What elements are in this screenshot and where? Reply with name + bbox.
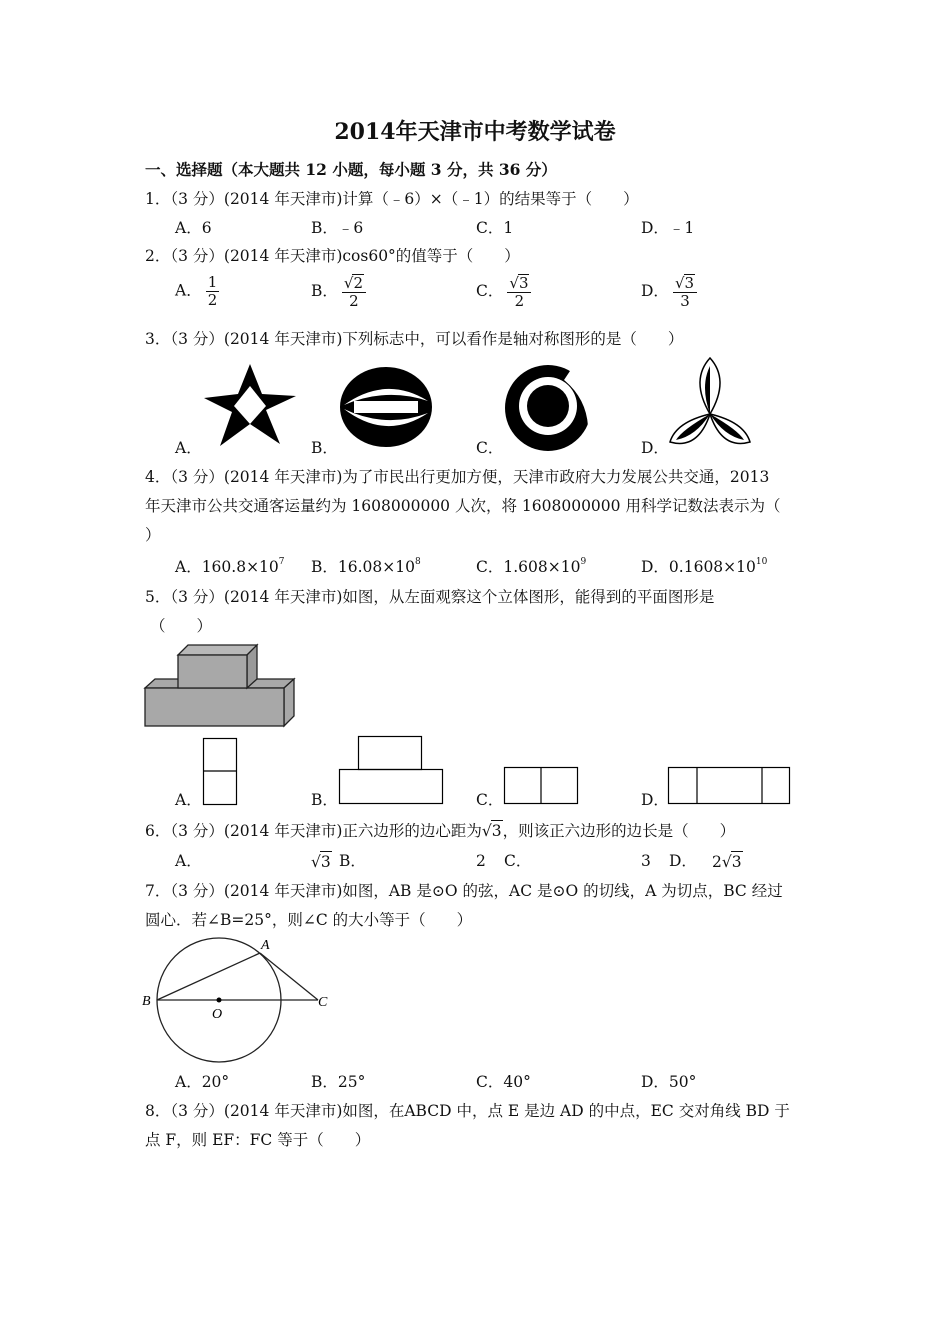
q4-d-text: D．0.1608×10 — [641, 558, 756, 576]
q2-b-num: √2 — [342, 274, 366, 293]
logo-d-image — [668, 356, 752, 452]
q2-d-den: 3 — [680, 292, 690, 310]
label-o: O — [212, 1007, 223, 1022]
q2-a-den: 2 — [207, 291, 218, 309]
q7-stem-line2: 圆心．若∠B=25°，则∠C 的大小等于（ ） — [145, 911, 473, 929]
q2-c-num: √3 — [507, 274, 531, 293]
q2-option-b — [311, 274, 366, 310]
q2-a-fraction — [206, 274, 220, 309]
q2-d-radicand: 3 — [684, 274, 695, 292]
q4-b-text: B．16.08×10 — [311, 558, 415, 576]
logo-a-image — [200, 360, 300, 450]
q8-stem-line2: 点 F，则 EF：FC 等于（ ） — [145, 1131, 371, 1149]
q4-a-exp: 7 — [278, 557, 285, 567]
q7-stem-line1: 7．（3 分）(2014 年天津市)如图，AB 是⊙O 的弦，AC 是⊙O 的切线，A 为切点，BC 经过 — [145, 882, 783, 900]
q5-solid-figure — [144, 644, 296, 728]
q5-option-b-figure — [339, 736, 443, 806]
q4-stem-line1: 4．（3 分）(2014 年天津市)为了市民出行更加方便，天津市政府大力发展公共交通，2013 — [145, 468, 770, 486]
q2-option-c — [476, 274, 531, 310]
q3-stem: 3．（3 分）(2014 年天津市)下列标志中，可以看作是轴对称图形的是（ ） — [145, 330, 684, 348]
q6-d-radicand: 3 — [731, 853, 742, 871]
q2-b-den: 2 — [349, 292, 359, 310]
q6-stem-pre: 6．（3 分）(2014 年天津市)正六边形的边心距为 — [145, 822, 482, 840]
q7-option-c: C．40° — [476, 1073, 531, 1091]
q4-stem-line3: ） — [145, 526, 161, 544]
q6-option-b-label: B． — [339, 852, 366, 870]
q6-stem-sqrt: √3 — [481, 822, 502, 840]
q5-option-c: C． — [476, 791, 504, 809]
q6-stem — [145, 820, 735, 841]
q1-option-d: D．﹣1 — [641, 219, 695, 237]
q3-option-b: B． — [311, 439, 338, 457]
q2-d-num: √3 — [673, 274, 697, 293]
logo-c-image — [502, 362, 598, 452]
q2-b-fraction — [342, 274, 366, 310]
q5-stem-line1: 5．（3 分）(2014 年天津市)如图，从左面观察这个立体图形，能得到的平面图形是 — [145, 588, 715, 606]
q2-a-num: 1 — [207, 273, 218, 291]
label-c: C — [318, 995, 328, 1010]
q5-option-a: A． — [175, 791, 202, 809]
q7-option-d: D．50° — [641, 1073, 697, 1091]
q6-option-c-label: C． — [504, 852, 532, 870]
q6-option-c-value: 3 — [641, 852, 651, 870]
q6-option-a-label: A． — [175, 852, 202, 870]
q2-d-fraction — [673, 274, 697, 310]
q4-d-exp: 10 — [755, 557, 768, 567]
q1-stem: 1．（3 分）(2014 年天津市)计算（﹣6）×（﹣1）的结果等于（ ） — [145, 190, 639, 208]
q6-option-b-value: 2 — [476, 852, 486, 870]
tangent-ac — [260, 953, 318, 1000]
q1-option-b: B．﹣6 — [311, 219, 364, 237]
page-title: 2014年天津市中考数学试卷 — [334, 119, 616, 145]
q5-option-b: B． — [311, 791, 338, 809]
q3-option-c: C． — [476, 439, 504, 457]
q5-stem-line2: （ ） — [150, 617, 213, 635]
q4-c-exp: 9 — [580, 557, 587, 567]
q6-stem-radicand: 3 — [491, 822, 502, 840]
q5-option-d: D． — [641, 791, 669, 809]
q8-stem-line1: 8．（3 分）(2014 年天津市)如图，在ABCD 中，点 E 是边 AD 的中点，EC 交对角线 BD 于 — [145, 1102, 790, 1120]
q6-d-coef: 2 — [712, 853, 722, 871]
q2-c-fraction — [507, 274, 531, 310]
q2-c-label: C． — [476, 282, 504, 300]
label-b: B — [142, 994, 151, 1009]
q7-option-b: B．25° — [311, 1073, 366, 1091]
q4-option-a — [175, 557, 285, 577]
q3-option-a: A． — [175, 439, 202, 457]
q4-option-c — [476, 557, 586, 577]
q4-option-b — [311, 557, 421, 577]
q1-option-c: C．1 — [476, 219, 514, 237]
center-point — [217, 998, 222, 1003]
q5-option-d-figure — [668, 767, 792, 806]
q1-option-a: A．6 — [175, 219, 212, 237]
q2-b-radicand: 2 — [353, 274, 363, 292]
q6-stem-post: ，则该正六边形的边长是（ ） — [502, 822, 736, 840]
q2-c-den: 2 — [514, 292, 525, 310]
section-heading: 一、选择题（本大题共 12 小题，每小题 3 分，共 36 分） — [145, 160, 557, 179]
label-a: A — [261, 938, 270, 953]
q4-c-text: C．1.608×10 — [476, 558, 581, 576]
q7-option-a: A．20° — [175, 1073, 230, 1091]
q6-option-d-label: D． — [669, 852, 697, 870]
logo-b-image — [338, 365, 434, 449]
q6-a-radicand: 3 — [320, 853, 331, 871]
q2-option-a — [175, 274, 219, 309]
q4-stem-line2: 年天津市公共交通客运量约为 1608000000 人次，将 1608000000 用科学记数法表示为（ — [145, 497, 781, 515]
q2-option-d — [641, 274, 697, 310]
chord-ab — [157, 953, 260, 1000]
q5-option-a-figure — [203, 738, 237, 806]
q2-c-radicand: 3 — [518, 274, 529, 292]
q6-option-d-value: 2√3 — [712, 853, 742, 871]
q7-circle-figure — [140, 934, 340, 1064]
q6-option-a-value: √3 — [311, 853, 331, 871]
q2-a-label: A． — [175, 281, 202, 300]
q2-b-label: B． — [311, 282, 338, 300]
q5-option-c-figure — [504, 767, 580, 806]
q4-option-d — [641, 557, 767, 577]
q2-d-label: D． — [641, 282, 669, 300]
q2-stem: 2．（3 分）(2014 年天津市)cos60°的值等于（ ） — [145, 247, 520, 265]
q3-option-d: D． — [641, 439, 669, 457]
q4-b-exp: 8 — [414, 557, 421, 567]
q4-a-text: A．160.8×10 — [175, 558, 279, 576]
